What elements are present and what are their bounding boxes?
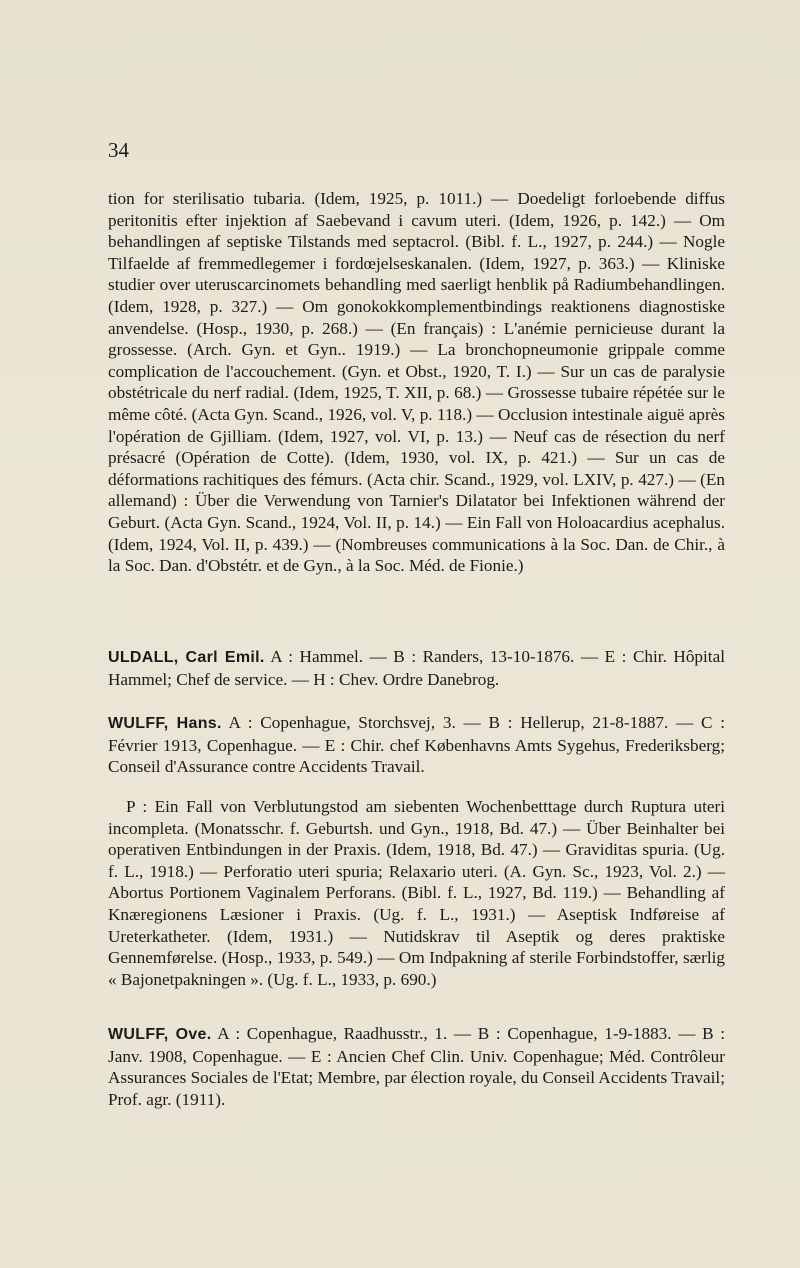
entry-text: A : Copenhague, Storchsvej, 3. — B : Hellerup, 21-8-1887. — C : Février 1913, Copenhague. — E : Chir. chef Københavns Amts Sygehus, Frederiksberg; Conseil d'Assurance contre Accidents Travail. — [108, 713, 725, 777]
bibliography-continuation — [108, 188, 725, 577]
entry-text: A : Hammel. — B : Randers, 13-10-1876. — E : Chir. Hôpital Hammel; Chef de service. — H : Chev. Ordre Danebrog. — [108, 647, 725, 689]
entry-name: WULFF, Ove. — [108, 1026, 212, 1043]
entry-uldall — [108, 646, 725, 690]
entry-wulff-hans — [108, 712, 725, 778]
entry-wulff-ove — [108, 1023, 725, 1110]
bibliography-text: tion for sterilisatio tubaria. (Idem, 1925, p. 1011.) — Doedeligt forloebende diffus peritonitis efter injektion af Saebevand i cavum uteri. (Idem, 1926, p. 142.) — Om behandlingen af septiske Tilstands med septacrol. (Bibl. f. L., 1927, p. 244.) — Nogle Tilfaelde af fremmedlegemer i fordœjelseskanalen. (Idem, 1927, p. 363.) — Kliniske studier over uteruscarcinomets behandling med saerligt henblik på Radiumbehandlingen. (Idem, 1928, p. 327.) — Om gonokokkomplementbindings reaktionens diagnostiske anvendelse. (Hosp., 1930, p. 268.) — (En français) : L'anémie pernicieuse durant la grossesse. (Arch. Gyn. et Gyn.. 1919.) — La bronchopneumonie grippale comme complication de l'accouchement. (Gyn. et Obst., 1920, T. I.) — Sur un cas de paralysie obstétricale du nerf radial. (Idem, 1925, T. XII, p. 68.) — Grossesse tubaire répétée sur le même côté. (Acta Gyn. Scand., 1926, vol. V, p. 118.) — Occlusion intestinale aiguë après l'opération de Gjilliam. (Idem, 1927, vol. VI, p. 13.) — Neuf cas de résection du nerf présacré (Opération de Cotte). (Idem, 1930, vol. IX, p. 421.) — Sur un cas de déformations rachitiques des fémurs. (Acta chir. Scand., 1929, vol. LXIV, p. 427.) — (En allemand) : Über die Verwendung von Tarnier's Dilatator bei Infektionen während der Geburt. (Acta Gyn. Scand., 1924, Vol. II, p. 14.) — Ein Fall von Holoacardius acephalus. (Idem, 1924, Vol. II, p. 439.) — (Nombreuses communications à la Soc. Dan. de Chir., à la Soc. Dan. d'Obstétr. et de Gyn., à la Soc. Méd. de Fionie.) — [108, 189, 725, 576]
entry-name: ULDALL, Carl Emil. — [108, 649, 265, 666]
entry-text: A : Copenhague, Raadhusstr., 1. — B : Copenhague, 1-9-1883. — B : Janv. 1908, Copenhague. — E : Ancien Chef Clin. Univ. Copenhague; Méd. Contrôleur Assurances Sociales de l'Etat; Membre, par élection royale, du Conseil Accidents Travail; Prof. agr. (1911). — [108, 1024, 725, 1109]
entry-wulff-hans-publications — [108, 796, 725, 990]
entry-name: WULFF, Hans. — [108, 715, 222, 732]
page-number: 34 — [108, 138, 129, 162]
publications-text: P : Ein Fall von Verblutungstod am siebenten Wochenbetttage durch Ruptura uteri incompleta. (Monatsschr. f. Geburtsh. und Gyn., 1918, Bd. 47.) — Über Beinhalter bei operativen Entbindungen in der Praxis. (Idem, 1918, Bd. 47.) — Graviditas spuria. (Ug. f. L., 1918.) — Perforatio uteri spuria; Relaxario uteri. (A. Gyn. Sc., 1923, Vol. 2.) — Abortus Portionem Vaginalem Perforans. (Bibl. f. L., 1927, Bd. 119.) — Behandling af Knæregionens Læsioner i Praxis. (Ug. f. L., 1931.) — Aseptisk Indføreise af Ureterkatheter. (Idem, 1931.) — Nutidskrav til Aseptik og deres praktiske Gennemførelse. (Hosp., 1933, p. 549.) — Om Indpakning af sterile Forbindstoffer, særlig « Bajonetpakningen ». (Ug. f. L., 1933, p. 690.) — [108, 797, 725, 989]
